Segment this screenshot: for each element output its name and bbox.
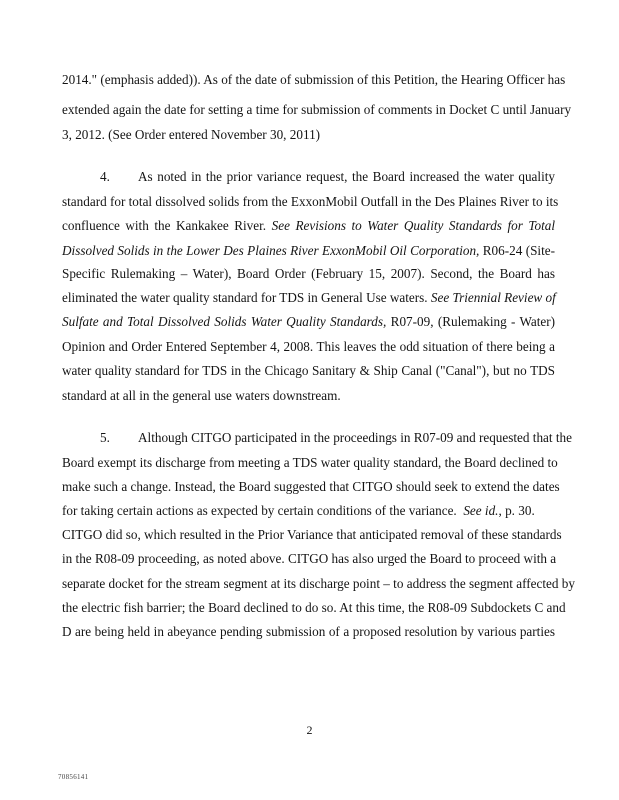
p4-l3a: confluence with the Kankakee River. — [62, 218, 267, 233]
intro-line-3: 3, 2012. (See Order entered November 30, 2011) — [62, 127, 321, 142]
p4-l4a-citation: Dissolved Solids in the Lower Des Plaines River ExxonMobil Oil Corporation, — [62, 243, 480, 258]
p4-l6a: eliminated the water quality standard for TDS in General Use waters. — [62, 290, 428, 305]
p4-l7a-citation: Sulfate and Total Dissolved Solids Water Quality Standards, — [62, 314, 387, 329]
intro-line-2: extended again the date for setting a time for submission of comments in Docket C until January — [62, 102, 572, 117]
p4-l7b: R07-09, (Rulemaking - Water) — [390, 314, 555, 329]
p4-l6b-citation: See Triennial Review of — [430, 290, 556, 305]
p4-l3b-citation: See Revisions to Water Quality Standards for Total — [271, 218, 556, 233]
paragraph-5-line-4 — [62, 503, 555, 519]
paragraph-5-line-1: Although CITGO participated in the proceedings in R07-09 and requested that the — [138, 430, 572, 445]
paragraph-4-line-10: standard at all in the general use waters downstream. — [62, 388, 341, 403]
p5-l4a: for taking certain actions as expected by certain conditions of the variance. — [62, 503, 457, 518]
paragraph-5-line-8: the electric fish barrier; the Board declined to do so. At this time, the R08-09 Subdockets C and — [62, 600, 566, 615]
paragraph-4-line-7 — [62, 314, 555, 330]
paragraph-5-number: 5. — [100, 430, 110, 445]
paragraph-5-line-9: D are being held in abeyance pending submission of a proposed resolution by various parties — [62, 624, 555, 639]
paragraph-4-line-4 — [62, 243, 555, 259]
paragraph-4-line-8: Opinion and Order Entered September 4, 2008. This leaves the odd situation of there being a — [62, 339, 555, 354]
paragraph-4-line-6 — [62, 290, 555, 306]
paragraph-5-line-7: separate docket for the stream segment at its discharge point – to address the segment affected by — [62, 576, 575, 591]
p5-l4b-citation: See id. — [463, 503, 499, 518]
document-id: 70856141 — [58, 773, 89, 781]
paragraph-5-line-6: in the R08-09 proceeding, as noted above. CITGO has also urged the Board to proceed with a — [62, 551, 557, 566]
p5-l4c: , p. 30. — [498, 503, 535, 518]
paragraph-5-line-2: Board exempt its discharge from meeting a TDS water quality standard, the Board declined to — [62, 455, 558, 470]
paragraph-4-line-9: water quality standard for TDS in the Chicago Sanitary & Ship Canal ("Canal"), but no TDS — [62, 363, 555, 378]
paragraph-4-line-2: standard for total dissolved solids from the ExxonMobil Outfall in the Des Plaines River to its — [62, 194, 559, 209]
paragraph-4-line-5: Specific Rulemaking – Water), Board Order (February 15, 2007). Second, the Board has — [62, 266, 555, 281]
p4-l4b: R06-24 (Site- — [482, 243, 555, 258]
paragraph-5-line-3: make such a change. Instead, the Board suggested that CITGO should seek to extend the dates — [62, 479, 560, 494]
paragraph-4-line-1: As noted in the prior variance request, the Board increased the water quality — [138, 169, 555, 184]
intro-line-1: 2014." (emphasis added)). As of the date of submission of this Petition, the Hearing Officer has — [62, 72, 566, 87]
page-number: 2 — [306, 723, 313, 737]
paragraph-4-line-3 — [62, 218, 555, 234]
paragraph-5-line-5: CITGO did so, which resulted in the Prior Variance that anticipated removal of these standards — [62, 527, 562, 542]
paragraph-4-number: 4. — [100, 169, 110, 184]
